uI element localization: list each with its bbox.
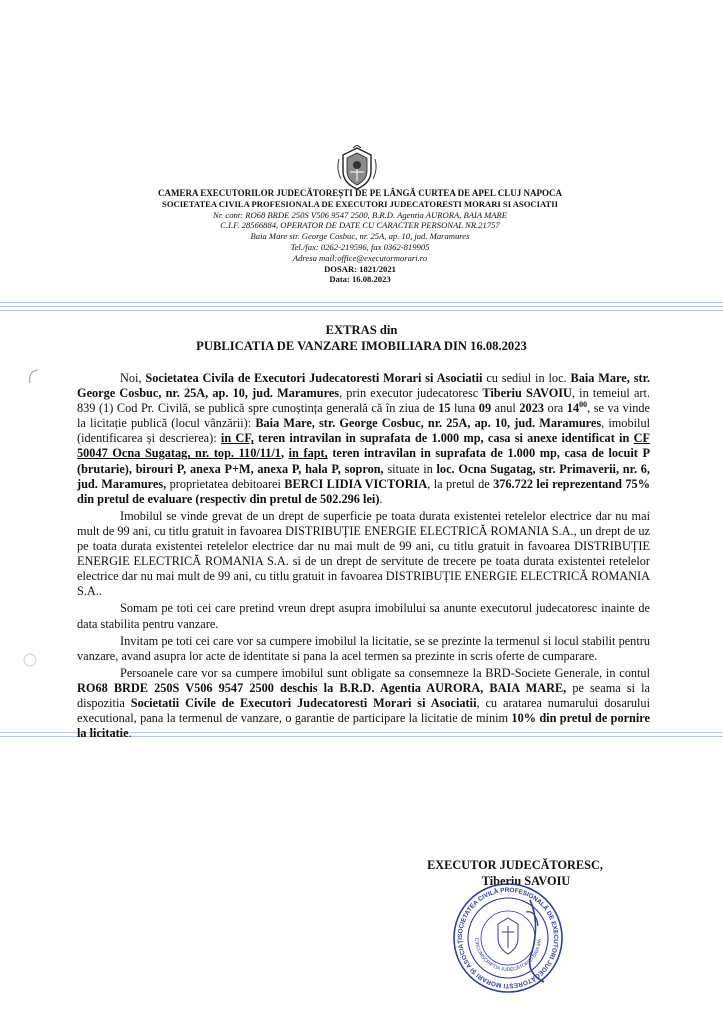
signature-title: EXECUTOR JUDECĂTORESC, bbox=[427, 858, 603, 872]
text-run-bold: din pretul de pornire la licitatie bbox=[77, 711, 650, 741]
text-run: ora bbox=[543, 401, 567, 416]
file-number: DOSAR: 1821/2021 bbox=[324, 263, 396, 274]
text-run-bold: Societatea Civila de Executori Judecatoresti Morari si Asociatii bbox=[145, 371, 483, 385]
document-date: Data: 16.08.2023 bbox=[329, 274, 391, 285]
document-body bbox=[77, 371, 650, 743]
text-run: proprietatea debitoarei bbox=[166, 476, 285, 491]
letterhead-cif: C.I.F. 28566884, OPERATOR DE DATE CU CARACTER PERSONAL NR.21757 bbox=[220, 220, 500, 231]
text-run: , cu aratarea numarului dosarului executional, pana la termenul de vanzare, o garantie de participare la licitatie de minim bbox=[77, 695, 651, 726]
letterhead bbox=[60, 188, 660, 285]
paragraph-invitation: Invitam pe toti cei care vor sa cumpere imobilul la licitatie, se se prezinte la termenul si locul stabilit pentru vanzare, avand asupra lor acte de identitate si pana la acel termen sa prezinte in scris oferte de cumparare. bbox=[77, 633, 650, 663]
stamp-inner-text: CIRCUMSCRIPȚIA JUDECĂTORIEI BAIA MA bbox=[472, 937, 544, 974]
letterhead-email: Adresa mail:office@executormorari.ro bbox=[292, 252, 428, 263]
text-run: cu sediul in loc. bbox=[482, 371, 571, 385]
paragraph-sale-notice bbox=[77, 371, 650, 507]
sale-year: 2023 bbox=[519, 401, 544, 416]
text-run-bold: teren intravilan in suprafata de 1.000 mp, casa si anexe identificat in bbox=[253, 431, 634, 446]
debtor-name: BERCI LIDIA VICTORIA bbox=[284, 476, 428, 491]
punch-hole-mark-icon bbox=[22, 652, 38, 668]
bank-account: RO68 BRDE 250S V506 9547 2500 deschis la B.R.D. Agentia AURORA, BAIA MARE, bbox=[77, 680, 567, 695]
text-run: , imobilul (identificarea și descrierea): bbox=[77, 416, 651, 446]
property-description: teren intravilan in suprafata de 1.000 mp, casa de locuit P (brutarie), birouri P, anexa P+M, anexa P, hala P, sopron, bbox=[77, 446, 650, 476]
coat-of-arms-icon bbox=[333, 145, 381, 191]
official-stamp-icon bbox=[452, 882, 564, 994]
text-run: , prin executor judecatoresc bbox=[339, 386, 483, 401]
punch-hole-mark-icon bbox=[24, 367, 44, 387]
title-publication: PUBLICATIA DE VANZARE IMOBILIARA DIN 16.08.2023 bbox=[196, 339, 527, 353]
text-run-bold: , bbox=[280, 446, 289, 461]
text-run-bold: Societatii Civile de Executori Judecatoresti Morari si Asociatii bbox=[130, 695, 477, 710]
stamp-outer-text: SOCIETATEA CIVILĂ PROFESIONALĂ DE EXECUTORI JUDECĂTOREȘTI MORARI ȘI ASOCIAȚI bbox=[456, 886, 560, 990]
text-run: , la pretul de bbox=[427, 476, 494, 491]
text-run: . bbox=[128, 726, 132, 741]
property-location: loc. Ocna Sugatag, str. Primaverii, nr. 6, jud. Maramures, bbox=[77, 461, 650, 491]
text-run: Noi, bbox=[120, 371, 146, 385]
letterhead-company: SOCIETATEA CIVILA PROFESIONALA DE EXECUTORI JUDECATORESTI MORARI SI ASOCIATII bbox=[162, 198, 558, 209]
letterhead-address: Baia Mare str. George Cosbuc, nr. 25A, ap. 10, jud. Maramures bbox=[250, 231, 470, 242]
letterhead-phone: Tel./fax: 0262-219596, fax 0362-819905 bbox=[290, 241, 430, 252]
executor-name: Tiberiu SAVOIU bbox=[482, 386, 572, 401]
text-run: , se va vinde la licitație publică (locul vânzării): bbox=[77, 401, 651, 431]
text-run: situate in bbox=[383, 461, 437, 476]
title-extract: EXTRAS din bbox=[325, 323, 398, 337]
text-run: Persoanele care vor sa cumpere imobilul sunt obligate sa consemneze la BRD-Societe Generale, in contul bbox=[120, 665, 650, 680]
land-registry-ref: CF 50047 Ocna Sugatag, nr. top. 110/11/1 bbox=[77, 431, 650, 461]
letterhead-chamber: CAMERA EXECUTORILOR JUDECĂTOREȘTI DE PE LÂNGĂ CURTEA DE APEL CLUJ NAPOCA bbox=[158, 188, 562, 198]
sale-location: Baia Mare, str. George Cosbuc, nr. 25A, ap. 10, jud. Maramures bbox=[255, 416, 602, 431]
sale-price: 376.722 lei reprezentand 75% din pretul de evaluare (respectiv din pretul de 502.296 lei) bbox=[77, 476, 650, 506]
signature-name: Tiberiu SAVOIU bbox=[481, 874, 571, 888]
text-run-bold: Baia Mare, str. George Cosbuc, nr. 25A, ap. 10, jud. Maramures bbox=[77, 371, 650, 401]
paragraph-encumbrances: Imobilul se vinde grevat de un drept de superficie pe toata durata existentei retelelor electrice dar nu mai mult de 99 ani, cu titlu gratuit in favoarea DISTRIBUȚIE ENERGIE ELECTRICĂ ROMANIA S.A., un drept de uz pe toata durata existentei retelelor electrice dar nu mai mult de 99 ani, cu titlu gratuit in favoarea DISTRIBUȚIE ENERGIE ELECTRICĂ ROMANIA S.A. si de un drept de servitute de trecere pe toata durata existentei retelelor electrice dar nu mai mult de 99 ani, cu titlu gratuit in favoarea DISTRIBUȚIE ENERGIE ELECTRICĂ ROMANIA S.A.. bbox=[77, 508, 650, 599]
text-run: pe seama si la dispozitia bbox=[77, 680, 650, 710]
text-run: . bbox=[379, 491, 383, 506]
text-run: luna bbox=[450, 401, 479, 416]
sale-day: 15 bbox=[438, 401, 451, 416]
document-title bbox=[0, 322, 723, 354]
text-run: , in temeiul art. 839 (1) Cod Pr. Civilă, se publică spre cunoștința generală că în ziua de bbox=[77, 386, 650, 416]
sale-month: 09 bbox=[478, 401, 492, 416]
paragraph-guarantee bbox=[77, 666, 650, 741]
guarantee-percent: 10% bbox=[511, 711, 537, 726]
text-run-underlined: in CF, bbox=[220, 431, 254, 446]
paragraph-summons: Somam pe toti cei care pretind vreun drept asupra imobilului sa anunte executorul judecatoresc inainte de data stabilita pentru vanzare. bbox=[77, 601, 650, 631]
sale-hour: 14 bbox=[566, 401, 580, 416]
sale-minutes: 00 bbox=[579, 400, 588, 410]
text-run-underlined: in fapt, bbox=[288, 446, 328, 461]
scan-artifact-lines bbox=[0, 302, 723, 314]
letterhead-account: Nr. cont: RO68 BRDE 250S V506 9547 2500, B.R.D. Agentia AURORA, BAIA MARE bbox=[212, 209, 508, 220]
text-run: anul bbox=[491, 401, 520, 416]
